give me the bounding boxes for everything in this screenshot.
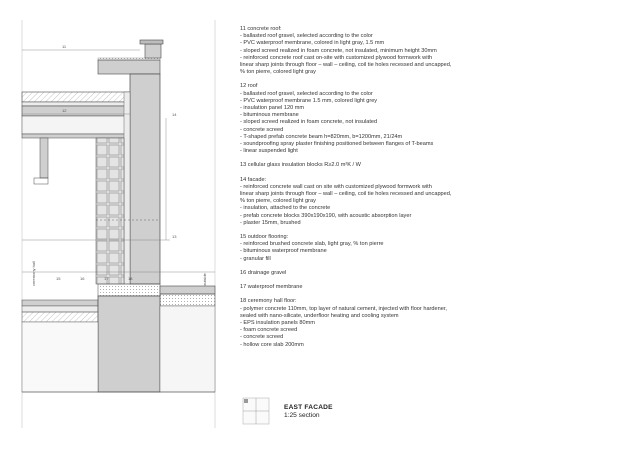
label-16: 16 — [80, 276, 85, 281]
outdoor-flooring — [160, 286, 215, 306]
label-11: 11 — [62, 44, 67, 49]
note-line: - T-shaped prefab concrete beam h=820mm, b=1200mm, 21/24m — [240, 133, 403, 140]
note-block — [240, 270, 632, 277]
note-line: - bituminous waterproof membrane — [240, 248, 327, 255]
note-line: - reinforced concrete wall cast on site with customized plywood formwork with — [240, 183, 432, 190]
note-line: 11 concrete roof: — [240, 26, 282, 32]
caption-subtitle: 1:25 section — [284, 412, 320, 419]
note-line: 18 ceremony hall floor: — [240, 298, 297, 305]
note-line: - granular fill — [240, 255, 271, 262]
note-block — [240, 26, 632, 76]
note-line: 14 facade: — [240, 176, 267, 183]
label-12: 12 — [62, 108, 67, 113]
note-line: - concrete screed — [240, 126, 284, 133]
note-line: - polymer concrete 110mm, top layer of natural cement, injected with floor hardener, — [240, 305, 447, 312]
note-line: - ballasted roof gravel, selected according to the color — [240, 33, 373, 40]
key-plan-thumbnail — [243, 398, 269, 424]
cellular-glass-blocks — [98, 284, 160, 296]
note-line: - bituminous membrane — [240, 112, 299, 119]
note-line: - insulation panel 120 mm — [240, 105, 305, 112]
label-17: 17 — [104, 276, 109, 281]
note-line: - plaster 15mm, brushed — [240, 219, 301, 226]
note-block — [240, 234, 632, 263]
note-line: - concrete screed — [240, 334, 284, 341]
note-block — [240, 298, 632, 348]
note-line: linear sharp joints through floor – wall – ceiling, coil tie holes recessed and uncapped, — [240, 191, 452, 198]
note-line: - reinforced brushed concrete slab, light gray, % ton pierre — [240, 241, 384, 248]
note-line: - ballasted roof gravel, selected according to the color — [240, 90, 373, 97]
label-13: 13 — [172, 234, 177, 239]
note-line: linear sharp joints through floor – wall – ceiling, coil tie holes recessed and uncapped, — [240, 62, 452, 69]
concrete-roof — [98, 40, 163, 74]
note-line: - foam concrete screed — [240, 327, 298, 334]
note-line: 12 roof — [240, 83, 258, 90]
ceremony-hall-label: ceremony hall — [31, 261, 36, 286]
note-line: - soundproofing spray plaster finishing positioned between flanges of T-beams — [240, 141, 434, 148]
note-block — [240, 284, 632, 291]
note-line: - PVC waterproof membrane, colored in light gray, 1.5 mm — [240, 40, 385, 47]
note-line: 16 drainage gravel — [240, 269, 287, 276]
note-line: - hollow core slab 200mm — [240, 341, 304, 348]
section-caption — [284, 404, 333, 420]
note-block — [240, 83, 632, 155]
note-line: - PVC waterproof membrane 1.5 mm, colored light grey — [240, 97, 378, 104]
note-line: 15 outdoor flooring: — [240, 234, 289, 241]
note-line: % ton pierre, colored light gray — [240, 198, 316, 205]
outside-label: outside — [202, 273, 207, 286]
note-block — [240, 177, 632, 227]
note-line: - EPS insulation panels 80mm — [240, 319, 315, 326]
note-line: 13 cellular glass insulation blocks R≥2.0 m²K / W — [240, 162, 361, 169]
note-line: sealed with nano-silicate, underfloor heating and cooling system — [240, 312, 399, 319]
note-line: - sloped screed realized in foam concrete, not insulated — [240, 119, 378, 126]
note-line: - sloped screed realized in foam concrete, not insulated, minimum height 30mm — [240, 47, 437, 54]
ceremony-hall-floor — [22, 300, 98, 322]
caption-title: EAST FACADE — [284, 404, 333, 411]
note-line: % ton pierre, colored light gray — [240, 69, 316, 76]
label-14: 14 — [172, 112, 177, 117]
note-line: - reinforced concrete roof cast on-site with customized plywood formwork with — [240, 54, 433, 61]
note-line: - insulation, attached to the concrete — [240, 205, 331, 212]
specification-notes — [240, 26, 632, 356]
label-18: 18 — [128, 276, 133, 281]
label-15: 15 — [56, 276, 61, 281]
note-line: - linear suspended light — [240, 148, 298, 155]
note-line: - prefab concrete blocks 390x190x190, with acoustic absorption layer — [240, 212, 412, 219]
note-line: 17 waterproof membrane — [240, 284, 303, 291]
note-block — [240, 162, 632, 169]
